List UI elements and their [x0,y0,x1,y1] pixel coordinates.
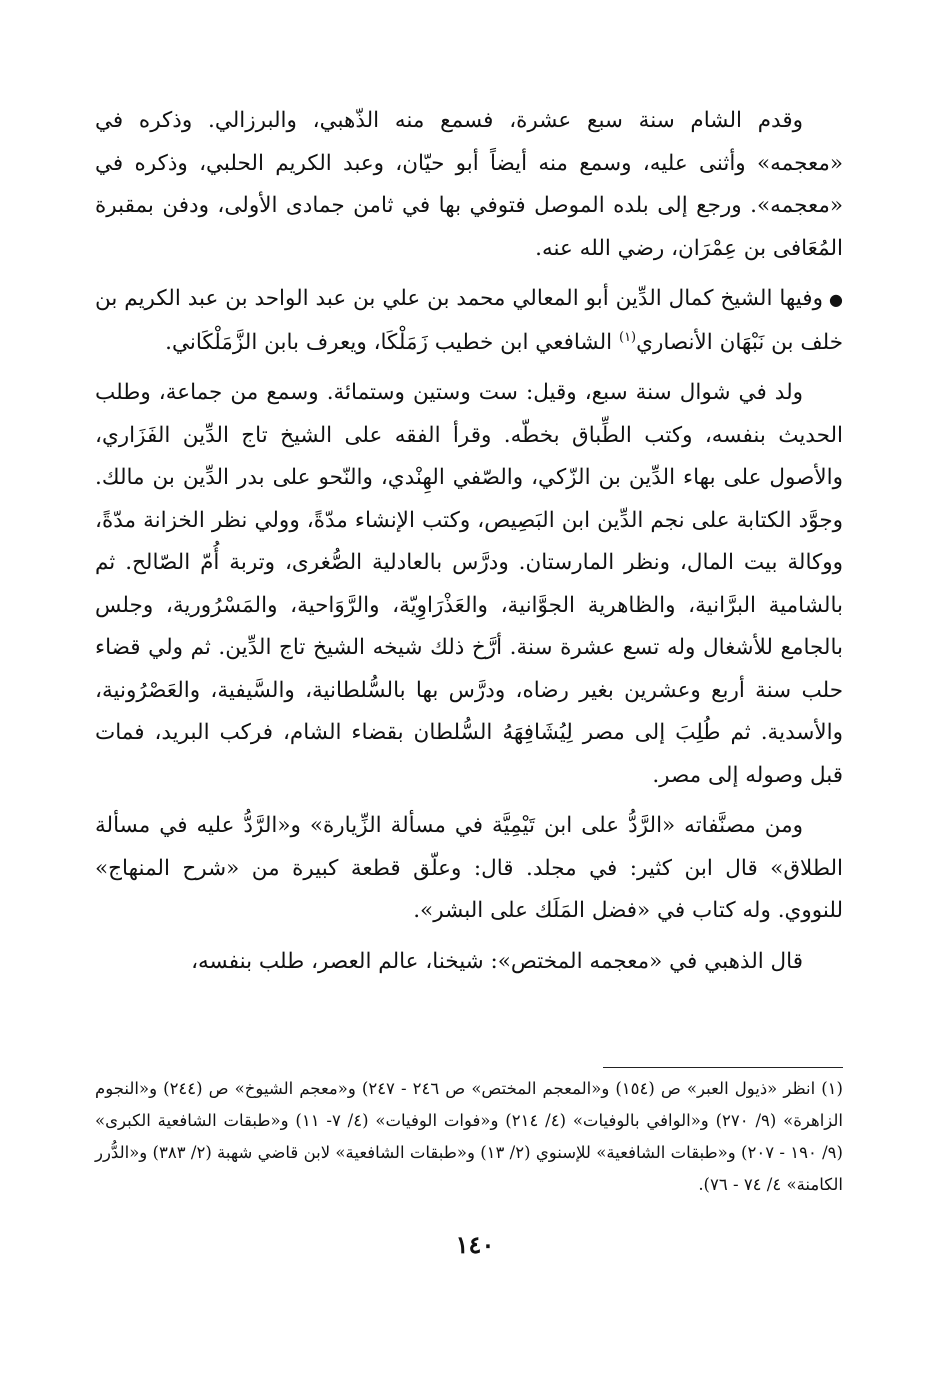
paragraph-2-part-2: الشافعي ابن خطيب زَمَلْكَا، ويعرف بابن الزَّمَلْكَاني. [165,329,613,355]
paragraph-3: ولد في شوال سنة سبع، وقيل: ست وستين وستمائة. وسمع من جماعة، وطلب الحديث بنفسه، وكتب الطِّباق بخطّه. وقرأ الفقه على الشيخ تاج الدِّين الفَزَاري، والأصول على بهاء الدِّين بن الزّكي، والصّفي الهِنْدي، والنّحو على بدر الدِّين بن مالك. وجوَّد الكتابة على نجم الدِّين ابن البَصِيص، وكتب الإنشاء مدّةً، وولي نظر الخزانة مدّةً، ووكالة بيت المال، ونظر المارستان. ودرَّس بالعادلية الصُّغرى، وتربة أُمّ الصّالح. ثم بالشامية البرَّانية، والظاهرية الجوَّانية، والعَذْرَاوِيّة، والرَّوَاحية، والمَسْرُورية، وجلس بالجامع للأشغال وله تسع عشرة سنة. أرَّخ ذلك شيخه الشيخ تاج الدِّين. ثم ولي قضاء حلب سنة أربع وعشرين بغير رضاه، ودرَّس بها بالسُّلطانية، والسَّيفية، والعَصْرُونية، والأسدية. ثم طُلِبَ إلى مصر لِيُشَافِهَهُ السُّلطان بقضاء الشام، فركب البريد، فمات قبل وصوله إلى مصر. [95,380,843,788]
footnote-marker: (١) [618,329,637,345]
paragraph-5: قال الذهبي في «معجمه المختص»: شيخنا، عالم العصر، طلب بنفسه، [191,948,803,974]
paragraph-1: وقدم الشام سنة سبع عشرة، فسمع منه الذّهبي، والبرزالي. وذكره في «معجمه» وأثنى عليه، وسمع منه أيضاً أبو حيّان، وعبد الكريم الحلبي، وذكره في «معجمه». ورجع إلى بلده الموصل فتوفي بها في ثامن جمادى الأولى، ودفن بمقبرة المُعَافى بن عِمْرَان، رضي الله عنه. [95,108,843,261]
footnote-1: (١) انظر «ذيول العبر» ص (١٥٤) و«المعجم المختص» ص ٢٤٦ - ٢٤٧) و«معجم الشيوخ» ص (٢٤٤) و«النجوم الزاهرة» (٩/ ٢٧٠) و«الوافي بالوفيات» (٤/ ٢١٤) و«فوات الوفيات» (٤/ ٧- ١١) و«طبقات الشافعية الكبرى» (٩/ ١٩٠ - ٢٠٧) و«طبقات الشافعية» للإسنوي (٢/ ١٣) و«طبقات الشافعية» لابن قاضي شهبة (٢/ ٣٨٣) و«الدُّرر الكامنة» ٤/ ٧٤ - ٧٦). [95,1079,844,1194]
paragraph-4: ومن مصنَّفاته «الرَّدُّ على ابن تَيْمِيَّة في مسألة الزِّيارة» و«الرَّدُّ عليه في مسألة الطلاق» قال ابن كثير: في مجلد. قال: وعلّق قطعة كبيرة من «شرح المنهاج» للنووي. وله كتاب في «فضل المَلَك على البشر». [95,813,843,923]
main-text [95,100,843,991]
footnotes [95,1073,843,1201]
page-number: ١٤٠ [455,1230,495,1259]
paragraph-2-part-1: وفيها الشيخ كمال الدِّين أبو المعالي محمد بن علي بن عبد الواحد بن عبد الكريم بن خلف بن نَبْهَان الأنصاري [95,286,843,355]
footnote-divider [603,1067,843,1068]
bullet-icon: ● [828,290,843,309]
paragraph-2 [95,278,843,364]
